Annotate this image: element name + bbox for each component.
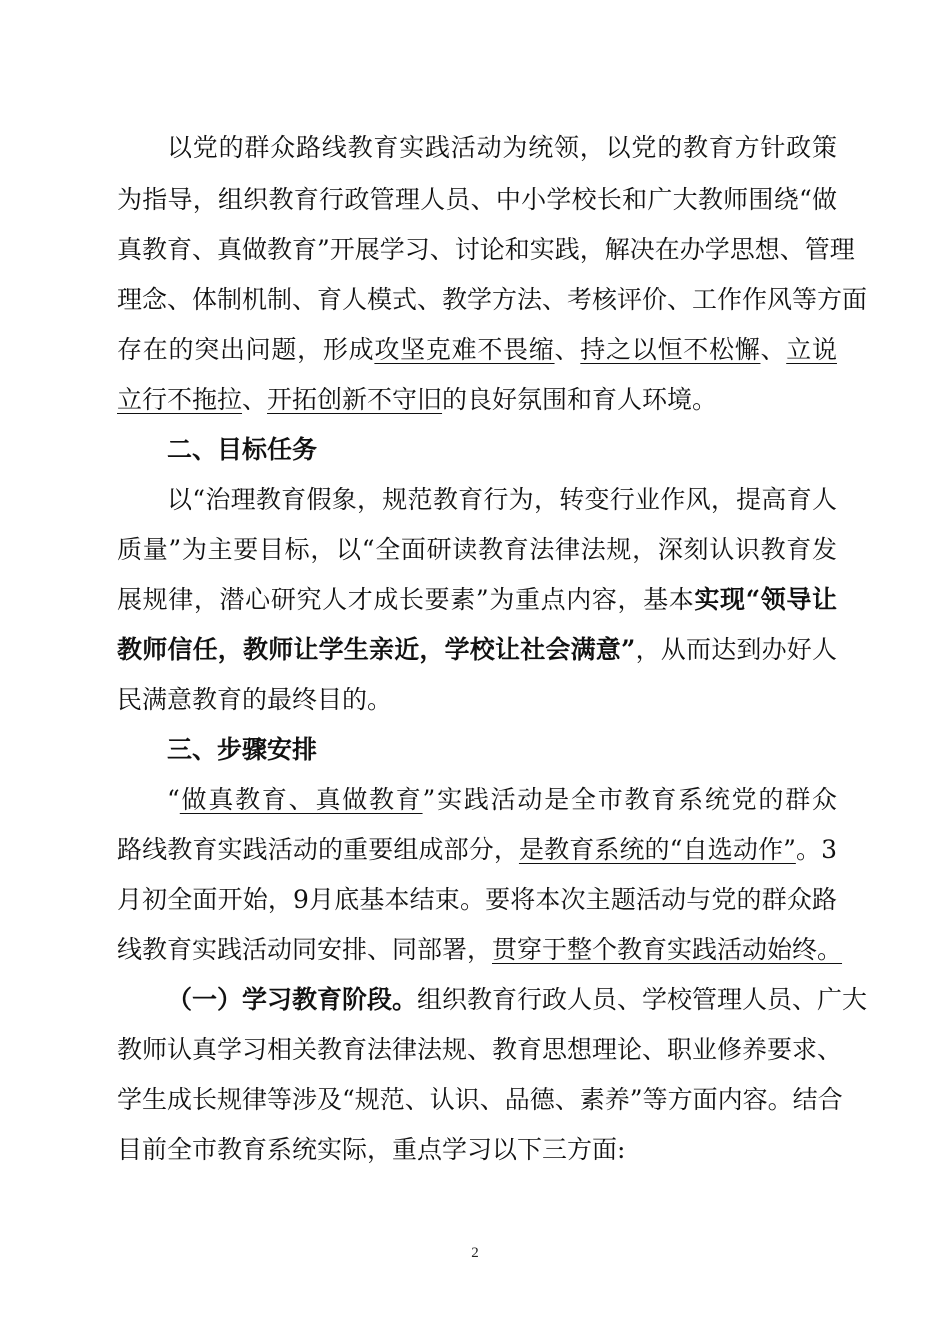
underlined-phrase: 持之以恒不松懈: [580, 335, 761, 364]
study-line-2: 教师认真学习相关教育法律法规、教育思想理论、职业修养要求、: [117, 1035, 843, 1064]
underlined-phrase: 是教育系统的“自选动作”: [518, 835, 796, 864]
bold-subheading: （一）学习教育阶段。: [167, 985, 418, 1014]
page-number: 2: [471, 1245, 479, 1261]
study-line-4: 目前全市教育系统实际，重点学习以下三方面:: [117, 1135, 626, 1164]
bold-phrase: 实现“领导让: [694, 585, 837, 614]
intro-line-3: 真教育、真做教育”开展学习、讨论和实践，解决在办学思想、管理: [117, 235, 855, 264]
bold-phrase: 教师信任，教师让学生亲近，学校让社会满意”: [117, 635, 636, 664]
intro-line-5: 存在的突出问题，形成攻坚克难不畏缩、持之以恒不松懈、立说: [117, 335, 837, 364]
steps-line-3: 月初全面开始，9月底基本结束。要将本次主题活动与党的群众路: [117, 885, 837, 914]
underlined-phrase: 开拓创新不守旧: [267, 385, 443, 414]
section-heading-goals: 二、目标任务: [167, 435, 318, 464]
study-line-3: 学生成长规律等涉及“规范、认识、品德、素养”等方面内容。结合: [117, 1085, 843, 1114]
underlined-phrase: 立说: [786, 335, 837, 364]
underlined-phrase: 立行不拖拉: [117, 385, 243, 414]
goals-line-3: 展规律，潜心研究人才成长要素”为重点内容，基本实现“领导让: [117, 585, 837, 614]
intro-line-4: 理念、体制机制、育人模式、教学方法、考核评价、工作作风等方面: [117, 285, 868, 314]
steps-line-2: 路线教育实践活动的重要组成部分，是教育系统的“自选动作”。3: [117, 835, 838, 864]
goals-line-4: 教师信任，教师让学生亲近，学校让社会满意”，从而达到办好人: [117, 635, 837, 664]
steps-line-4: 线教育实践活动同安排、同部署，贯穿于整个教育实践活动始终。: [117, 935, 843, 964]
goals-line-2: 质量”为主要目标，以“全面研读教育法律法规，深刻认识教育发: [117, 535, 837, 564]
goals-line-1: 以“治理教育假象，规范教育行为，转变行业作风，提高育人: [167, 485, 837, 514]
intro-line-2: 为指导，组织教育行政管理人员、中小学校长和广大教师围绕“做: [117, 185, 837, 214]
study-line-1: （一）学习教育阶段。组织教育行政人员、学校管理人员、广大: [167, 985, 868, 1014]
section-heading-steps: 三、步骤安排: [167, 735, 318, 764]
underlined-phrase: 攻坚克难不畏缩: [374, 335, 555, 364]
intro-line-1: 以党的群众路线教育实践活动为统领，以党的教育方针政策: [167, 133, 837, 162]
goals-line-5: 民满意教育的最终目的。: [117, 685, 393, 714]
steps-line-1: “做真教育、真做教育”实践活动是全市教育系统党的群众: [167, 785, 837, 814]
underlined-phrase: 贯穿于整个教育实践活动始终。: [492, 935, 843, 964]
underlined-phrase: 做真教育、真做教育: [179, 785, 423, 814]
intro-line-6: 立行不拖拉、开拓创新不守旧的良好氛围和育人环境。: [117, 385, 718, 414]
